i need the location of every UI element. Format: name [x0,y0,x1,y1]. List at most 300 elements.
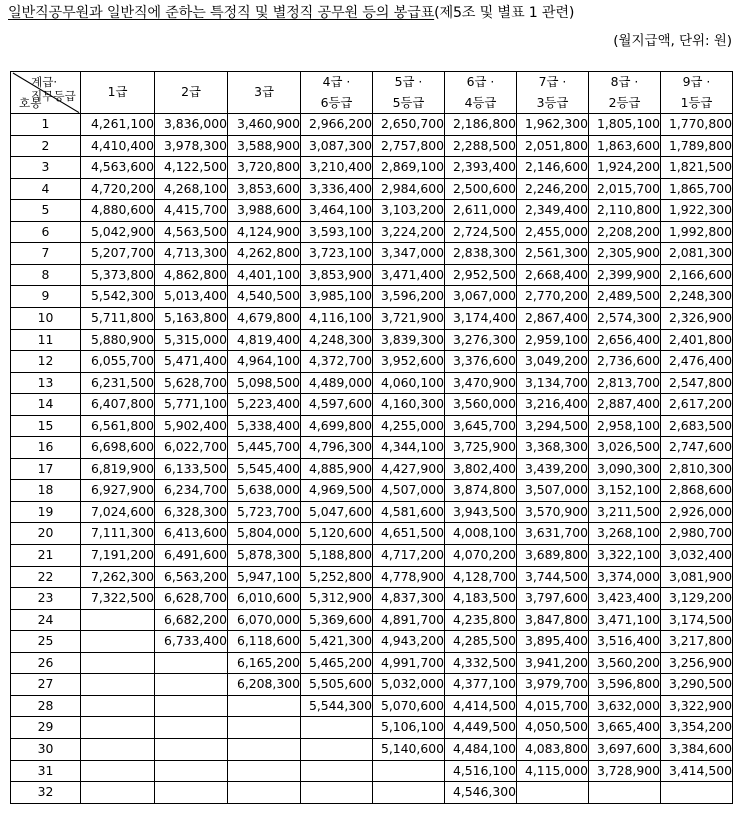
salary-cell: 5,070,600 [373,695,445,717]
table-row [11,243,733,265]
column-header-line1: 7급 · [538,74,567,89]
salary-cell: 5,628,700 [155,372,228,394]
salary-cell: 5,120,600 [301,523,373,545]
salary-cell: 3,087,300 [301,135,373,157]
step-cell: 5 [11,200,81,222]
salary-cell: 3,216,400 [517,394,589,416]
salary-cell: 3,853,600 [228,178,301,200]
salary-cell: 4,332,500 [445,652,517,674]
step-cell: 14 [11,394,81,416]
table-row [11,674,733,696]
salary-cell: 6,070,000 [228,609,301,631]
salary-cell: 3,152,100 [589,480,661,502]
salary-cell: 2,757,800 [373,135,445,157]
salary-cell: 4,410,400 [81,135,155,157]
salary-cell: 3,632,000 [589,695,661,717]
salary-cell: 2,867,400 [517,308,589,330]
salary-cell: 2,887,400 [589,394,661,416]
salary-cell-empty [228,782,301,804]
salary-cell: 2,724,500 [445,221,517,243]
step-cell: 11 [11,329,81,351]
salary-cell-empty [155,760,228,782]
corner-cell-inner [11,72,80,113]
salary-cell: 4,484,100 [445,738,517,760]
table-row [11,114,733,136]
salary-cell: 1,789,800 [661,135,733,157]
salary-cell: 3,268,100 [589,523,661,545]
table-row [11,609,733,631]
salary-cell: 3,985,100 [301,286,373,308]
step-cell: 25 [11,631,81,653]
salary-cell: 4,008,100 [445,523,517,545]
salary-cell-empty [155,674,228,696]
salary-cell: 3,720,800 [228,157,301,179]
salary-cell: 3,026,500 [589,437,661,459]
salary-cell: 3,697,600 [589,738,661,760]
salary-cell: 4,885,900 [301,458,373,480]
salary-cell: 4,415,700 [155,200,228,222]
salary-cell: 7,191,200 [81,545,155,567]
salary-table-body [11,114,733,804]
salary-cell: 4,651,500 [373,523,445,545]
column-header-7 [517,72,589,114]
salary-cell: 4,285,500 [445,631,517,653]
salary-cell: 6,234,700 [155,480,228,502]
salary-cell: 3,593,100 [301,221,373,243]
column-header-line2: 1등급 [680,94,713,110]
step-cell: 9 [11,286,81,308]
salary-cell: 1,821,500 [661,157,733,179]
document-title-reference: (제5조 및 별표 1 관련) [434,5,575,21]
salary-cell: 3,689,800 [517,545,589,567]
salary-cell: 4,891,700 [373,609,445,631]
step-cell: 8 [11,264,81,286]
salary-cell: 6,563,200 [155,566,228,588]
salary-cell: 3,217,800 [661,631,733,653]
column-header-6 [445,72,517,114]
salary-cell: 4,489,000 [301,372,373,394]
salary-cell: 3,384,600 [661,738,733,760]
step-cell: 21 [11,545,81,567]
step-cell: 29 [11,717,81,739]
salary-table-container [10,71,732,804]
salary-cell-empty [155,738,228,760]
column-header-line2: 6등급 [320,94,353,110]
table-row [11,437,733,459]
salary-cell: 3,470,900 [445,372,517,394]
step-cell: 22 [11,566,81,588]
salary-cell: 4,122,500 [155,157,228,179]
salary-cell: 6,698,600 [81,437,155,459]
salary-cell: 3,224,200 [373,221,445,243]
salary-cell: 3,943,500 [445,501,517,523]
salary-cell: 4,372,700 [301,351,373,373]
document-title-main: 일반직공무원과 일반직에 준하는 특정직 및 별정직 공무원 등의 봉급표 [8,5,435,21]
salary-cell: 4,128,700 [445,566,517,588]
salary-cell: 3,797,600 [517,588,589,610]
table-row [11,372,733,394]
salary-cell: 4,060,100 [373,372,445,394]
salary-cell: 4,880,600 [81,200,155,222]
salary-cell: 1,924,200 [589,157,661,179]
salary-cell: 6,628,700 [155,588,228,610]
column-header-line1: 3급 [254,84,274,100]
salary-cell-empty [589,782,661,804]
salary-cell: 3,322,100 [589,545,661,567]
salary-table-header [11,72,733,114]
salary-cell: 2,736,600 [589,351,661,373]
corner-label-grade-line2: 직무등급 [31,89,76,103]
salary-cell: 3,290,500 [661,674,733,696]
salary-cell: 3,988,600 [228,200,301,222]
column-header-line1: 6급 · [466,74,495,89]
salary-cell: 2,489,500 [589,286,661,308]
salary-cell: 7,262,300 [81,566,155,588]
salary-cell: 5,188,800 [301,545,373,567]
salary-cell: 2,081,300 [661,243,733,265]
salary-cell: 4,268,100 [155,178,228,200]
salary-cell: 2,166,600 [661,264,733,286]
salary-cell: 3,090,300 [589,458,661,480]
salary-cell: 6,819,900 [81,458,155,480]
salary-cell: 5,445,700 [228,437,301,459]
salary-cell: 3,471,100 [589,609,661,631]
salary-table [10,71,733,804]
salary-cell: 3,376,600 [445,351,517,373]
step-cell: 3 [11,157,81,179]
step-cell: 26 [11,652,81,674]
salary-cell: 4,401,100 [228,264,301,286]
column-header-line1: 1급 [107,84,128,100]
salary-cell: 4,262,800 [228,243,301,265]
table-row [11,221,733,243]
salary-cell-empty [661,782,733,804]
salary-cell: 5,723,700 [228,501,301,523]
table-row [11,200,733,222]
salary-cell: 6,733,400 [155,631,228,653]
column-header-8 [589,72,661,114]
salary-cell: 2,650,700 [373,114,445,136]
salary-cell: 4,248,300 [301,329,373,351]
salary-cell: 4,050,500 [517,717,589,739]
salary-cell: 4,969,500 [301,480,373,502]
salary-cell: 5,315,000 [155,329,228,351]
salary-cell: 3,978,300 [155,135,228,157]
column-header-line2: 2등급 [608,94,641,110]
step-cell: 30 [11,738,81,760]
corner-label-grade-line1: 계급· [31,75,58,89]
step-cell: 1 [11,114,81,136]
table-row [11,480,733,502]
step-cell: 23 [11,588,81,610]
salary-cell: 6,561,800 [81,415,155,437]
salary-cell: 2,349,400 [517,200,589,222]
salary-cell: 4,713,300 [155,243,228,265]
salary-cell: 2,399,900 [589,264,661,286]
salary-cell: 2,838,300 [445,243,517,265]
salary-cell-empty [228,738,301,760]
salary-cell: 3,464,100 [301,200,373,222]
salary-cell: 5,638,000 [228,480,301,502]
salary-cell: 5,421,300 [301,631,373,653]
column-header-line1: 8급 · [610,74,639,89]
salary-cell: 3,368,300 [517,437,589,459]
salary-cell: 4,597,600 [301,394,373,416]
salary-cell: 3,210,400 [301,157,373,179]
salary-cell: 3,853,900 [301,264,373,286]
table-row [11,738,733,760]
salary-cell: 2,015,700 [589,178,661,200]
salary-cell: 4,991,700 [373,652,445,674]
salary-cell: 2,561,300 [517,243,589,265]
table-row [11,566,733,588]
salary-cell: 3,103,200 [373,200,445,222]
table-row [11,286,733,308]
salary-cell: 3,725,900 [445,437,517,459]
salary-cell: 4,414,500 [445,695,517,717]
salary-cell: 6,118,600 [228,631,301,653]
salary-cell: 4,720,200 [81,178,155,200]
salary-cell: 3,067,000 [445,286,517,308]
salary-cell: 4,507,000 [373,480,445,502]
salary-cell-empty [228,695,301,717]
salary-cell-empty [81,782,155,804]
salary-cell-empty [155,652,228,674]
salary-cell: 5,804,000 [228,523,301,545]
salary-cell-empty [81,652,155,674]
salary-cell: 2,869,100 [373,157,445,179]
step-cell: 7 [11,243,81,265]
salary-cell: 3,802,400 [445,458,517,480]
table-row [11,782,733,804]
salary-cell: 4,778,900 [373,566,445,588]
salary-cell-empty [301,782,373,804]
salary-cell: 5,880,900 [81,329,155,351]
step-cell: 18 [11,480,81,502]
salary-cell: 3,596,200 [373,286,445,308]
salary-cell: 3,336,400 [301,178,373,200]
column-header-2 [155,72,228,114]
salary-cell: 3,354,200 [661,717,733,739]
salary-cell: 5,465,200 [301,652,373,674]
salary-cell-empty [81,674,155,696]
salary-cell: 4,581,600 [373,501,445,523]
salary-cell: 3,374,000 [589,566,661,588]
salary-cell: 3,423,400 [589,588,661,610]
salary-cell: 3,560,000 [445,394,517,416]
step-cell: 32 [11,782,81,804]
salary-cell: 6,491,600 [155,545,228,567]
table-row [11,717,733,739]
step-cell: 24 [11,609,81,631]
salary-cell: 5,505,600 [301,674,373,696]
salary-cell: 3,211,500 [589,501,661,523]
salary-cell: 4,819,400 [228,329,301,351]
salary-cell: 4,183,500 [445,588,517,610]
salary-cell: 5,878,300 [228,545,301,567]
table-row [11,760,733,782]
column-header-line2: 4등급 [464,94,497,110]
salary-cell: 2,246,200 [517,178,589,200]
salary-cell: 1,865,700 [661,178,733,200]
salary-cell: 2,952,500 [445,264,517,286]
salary-cell: 2,813,700 [589,372,661,394]
salary-cell: 3,836,000 [155,114,228,136]
salary-cell: 3,174,400 [445,308,517,330]
salary-cell: 3,645,700 [445,415,517,437]
salary-cell: 5,032,000 [373,674,445,696]
table-row [11,415,733,437]
step-cell: 28 [11,695,81,717]
salary-cell: 5,047,600 [301,501,373,523]
salary-cell: 3,294,500 [517,415,589,437]
salary-cell: 4,070,200 [445,545,517,567]
salary-cell: 3,560,200 [589,652,661,674]
salary-cell: 2,747,600 [661,437,733,459]
salary-cell-empty [155,782,228,804]
table-row [11,264,733,286]
salary-cell: 6,231,500 [81,372,155,394]
salary-cell: 2,984,600 [373,178,445,200]
table-row [11,523,733,545]
salary-cell: 3,570,900 [517,501,589,523]
salary-cell: 3,276,300 [445,329,517,351]
salary-cell: 2,476,400 [661,351,733,373]
salary-cell: 5,947,100 [228,566,301,588]
salary-cell: 6,682,200 [155,609,228,631]
salary-cell: 6,927,900 [81,480,155,502]
step-cell: 2 [11,135,81,157]
table-row [11,329,733,351]
salary-cell: 3,847,800 [517,609,589,631]
step-cell: 16 [11,437,81,459]
salary-cell: 5,013,400 [155,286,228,308]
table-row [11,545,733,567]
column-header-1 [81,72,155,114]
salary-cell: 5,544,300 [301,695,373,717]
salary-cell: 5,223,400 [228,394,301,416]
document-subtitle: (월지급액, 단위: 원) [613,33,732,49]
salary-cell: 3,941,200 [517,652,589,674]
column-header-line2: 5등급 [392,94,425,110]
salary-cell: 3,256,900 [661,652,733,674]
salary-cell: 2,288,500 [445,135,517,157]
salary-cell: 5,338,400 [228,415,301,437]
salary-cell: 2,186,800 [445,114,517,136]
table-row [11,501,733,523]
salary-cell: 4,717,200 [373,545,445,567]
column-header-3 [228,72,301,114]
salary-cell: 2,574,300 [589,308,661,330]
column-header-9 [661,72,733,114]
salary-cell: 2,455,000 [517,221,589,243]
salary-cell: 5,140,600 [373,738,445,760]
salary-cell: 3,665,400 [589,717,661,739]
table-row [11,351,733,373]
salary-cell: 4,563,600 [81,157,155,179]
salary-cell: 2,958,100 [589,415,661,437]
salary-cell: 2,656,400 [589,329,661,351]
salary-cell-empty [81,609,155,631]
salary-cell-empty [373,782,445,804]
salary-cell: 3,347,000 [373,243,445,265]
salary-cell: 3,460,900 [228,114,301,136]
salary-cell: 6,407,800 [81,394,155,416]
salary-cell: 5,098,500 [228,372,301,394]
salary-cell: 1,805,100 [589,114,661,136]
column-header-4 [301,72,373,114]
column-header-line1: 2급 [181,84,201,100]
salary-cell: 5,711,800 [81,308,155,330]
salary-cell: 2,611,000 [445,200,517,222]
salary-cell: 3,134,700 [517,372,589,394]
salary-cell: 3,596,800 [589,674,661,696]
table-row [11,631,733,653]
salary-cell: 3,588,900 [228,135,301,157]
salary-cell: 4,427,900 [373,458,445,480]
salary-cell: 4,964,100 [228,351,301,373]
salary-cell: 4,516,100 [445,760,517,782]
salary-cell: 4,563,500 [155,221,228,243]
salary-cell: 5,471,400 [155,351,228,373]
salary-cell: 3,744,500 [517,566,589,588]
salary-cell-empty [517,782,589,804]
salary-cell: 2,810,300 [661,458,733,480]
salary-cell: 2,683,500 [661,415,733,437]
salary-cell: 3,895,400 [517,631,589,653]
salary-cell: 4,115,000 [517,760,589,782]
salary-cell: 4,449,500 [445,717,517,739]
header-row [11,72,733,114]
step-cell: 12 [11,351,81,373]
table-row [11,458,733,480]
salary-cell: 3,439,200 [517,458,589,480]
salary-cell: 3,723,100 [301,243,373,265]
salary-cell: 1,992,800 [661,221,733,243]
salary-cell-empty [228,760,301,782]
column-header-line1: 5급 · [394,74,423,89]
salary-cell: 3,049,200 [517,351,589,373]
salary-cell: 2,770,200 [517,286,589,308]
salary-cell: 2,326,900 [661,308,733,330]
salary-cell: 3,874,800 [445,480,517,502]
salary-cell: 5,207,700 [81,243,155,265]
salary-cell: 5,369,600 [301,609,373,631]
salary-cell: 5,042,900 [81,221,155,243]
salary-cell: 4,546,300 [445,782,517,804]
salary-cell: 4,124,900 [228,221,301,243]
salary-cell: 1,863,600 [589,135,661,157]
salary-cell: 7,111,300 [81,523,155,545]
salary-cell: 2,401,800 [661,329,733,351]
salary-cell: 3,414,500 [661,760,733,782]
salary-cell: 2,966,200 [301,114,373,136]
salary-cell-empty [155,695,228,717]
salary-cell: 3,471,400 [373,264,445,286]
salary-cell: 4,837,300 [373,588,445,610]
salary-cell: 2,868,600 [661,480,733,502]
salary-cell: 3,631,700 [517,523,589,545]
document-title [8,4,734,22]
table-row [11,652,733,674]
salary-cell: 2,248,300 [661,286,733,308]
salary-cell: 2,980,700 [661,523,733,545]
step-cell: 13 [11,372,81,394]
salary-cell: 1,962,300 [517,114,589,136]
table-row [11,135,733,157]
salary-cell: 2,926,000 [661,501,733,523]
step-cell: 27 [11,674,81,696]
